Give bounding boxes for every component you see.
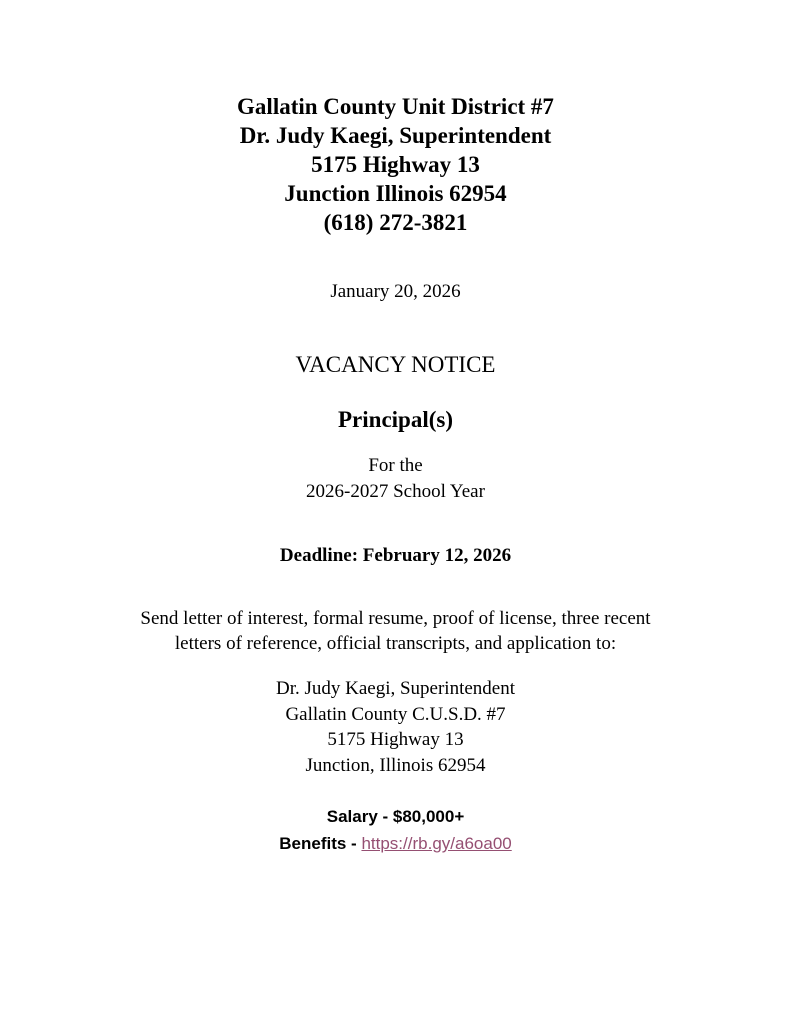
district-street: 5175 Highway 13 bbox=[311, 152, 480, 177]
district-phone: (618) 272-3821 bbox=[323, 210, 468, 235]
deadline: Deadline: February 12, 2026 bbox=[279, 545, 512, 566]
district-name: Gallatin County Unit District #7 bbox=[237, 94, 554, 119]
benefits-label: Benefits - bbox=[279, 834, 362, 853]
notice-title: VACANCY NOTICE bbox=[295, 352, 496, 377]
benefits-link[interactable]: https://rb.gy/a6oa00 bbox=[361, 834, 512, 853]
benefits-line bbox=[0, 832, 791, 856]
superintendent-name: Dr. Judy Kaegi, Superintendent bbox=[239, 123, 552, 148]
address-name: Dr. Judy Kaegi, Superintendent bbox=[275, 678, 516, 699]
for-line: For the bbox=[368, 455, 423, 476]
instructions-line-2: letters of reference, official transcripts, and application to: bbox=[174, 633, 617, 654]
school-year: 2026-2027 School Year bbox=[306, 481, 485, 502]
address-street: 5175 Highway 13 bbox=[327, 729, 464, 750]
instructions-line-1: Send letter of interest, formal resume, proof of license, three recent bbox=[140, 608, 651, 629]
salary-line bbox=[0, 805, 791, 829]
notice-date: January 20, 2026 bbox=[330, 281, 461, 302]
position-title: Principal(s) bbox=[338, 407, 453, 432]
salary-text: Salary - $80,000+ bbox=[326, 807, 465, 826]
address-org: Gallatin County C.U.S.D. #7 bbox=[285, 704, 506, 725]
district-city: Junction Illinois 62954 bbox=[284, 181, 507, 206]
address-city: Junction, Illinois 62954 bbox=[305, 755, 486, 776]
